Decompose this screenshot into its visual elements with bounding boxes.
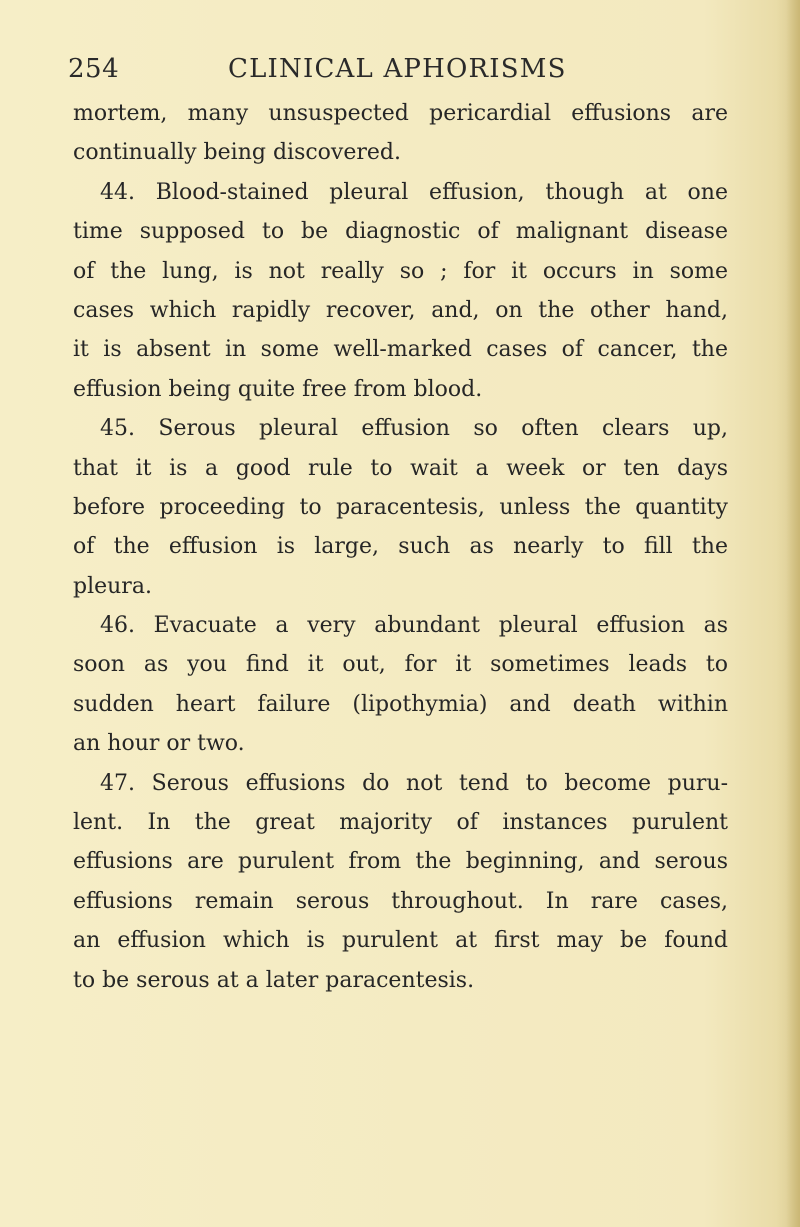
aphorism-45-start: 45. Serous pleural effusion so often clears up, [100,416,728,442]
aphorism-44-start: 44. Blood-stained pleural effusion, though at one [100,179,728,205]
text-line: before proceeding to paracentesis, unless the quantity [73,494,728,520]
running-head [68,54,728,94]
text-line: to be serous at a later paracentesis. [73,967,475,993]
text-line: pleura. [73,573,152,599]
text-line: of the effusion is large, such as nearly to fill the [73,534,728,560]
text-line: continually being discovered. [73,140,401,166]
running-title: CLINICAL APHORISMS [228,54,567,84]
aphorism-47-start: 47. Serous effusions do not tend to become puru- [100,770,728,796]
page-edge-shadow [786,0,800,1227]
text-line: of the lung, is not really so ; for it occurs in some [73,258,728,284]
text-line: effusion being quite free from blood. [73,376,483,402]
text-line: an effusion which is purulent at first may be found [73,928,728,954]
text-line: that it is a good rule to wait a week or ten days [73,455,728,481]
text-line: time supposed to be diagnostic of malignant disease [73,219,728,245]
text-line: cases which rapidly recover, and, on the other hand, [73,297,728,323]
text-line: mortem, many unsuspected pericardial effusions are [73,101,728,126]
text-line: lent. In the great majority of instances purulent [73,810,728,836]
aphorism-46-start: 46. Evacuate a very abundant pleural effusion as [100,613,728,639]
body-text [73,94,728,1000]
text-line: an hour or two. [73,731,245,757]
text-line: sudden heart failure (lipothymia) and death within [73,691,728,717]
text-line: it is absent in some well-marked cases of cancer, the [73,337,728,363]
page-number: 254 [68,54,120,84]
text-line: effusions are purulent from the beginning, and serous [73,849,728,875]
text-line: effusions remain serous throughout. In rare cases, [73,888,728,914]
text-line: soon as you find it out, for it sometimes leads to [73,652,728,678]
